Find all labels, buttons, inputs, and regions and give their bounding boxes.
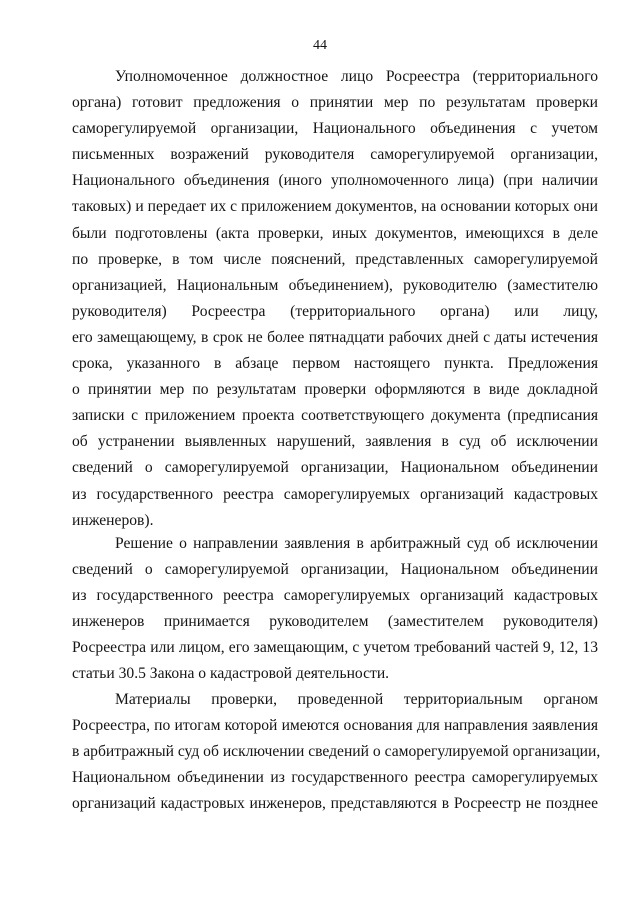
text-line: о принятии мер по результатам проверки оформляются в виде докладной — [72, 381, 598, 399]
text-line: инженеров принимается руководителем (заместителем руководителя) — [72, 613, 598, 631]
text-line: организацией, Национальным объединением), руководителю (заместителю — [72, 276, 598, 294]
text-line: были подготовлены (акта проверки, иных документов, имеющихся в деле — [72, 224, 598, 242]
text-line: из государственного реестра саморегулируемых организаций кадастровых — [72, 587, 598, 605]
text-line: организаций кадастровых инженеров, представляются в Росреестр не позднее — [72, 795, 598, 813]
text-line: Решение о направлении заявления в арбитражный суд об исключении — [115, 535, 598, 552]
paragraph-1 — [72, 64, 598, 534]
text-line: по проверке, в том числе пояснений, представленных саморегулируемой — [72, 250, 598, 268]
page-number: 44 — [313, 38, 327, 53]
text-line: Росреестра, по итогам которой имеются основания для направления заявления — [72, 717, 598, 735]
text-line: в арбитражный суд об исключении сведений о саморегулируемой организации, — [72, 743, 601, 761]
text-line: Уполномоченное должностное лицо Росреестра (территориального — [115, 68, 598, 85]
text-line: письменных возражений руководителя саморегулируемой организации, — [72, 146, 598, 164]
paragraph-2 — [72, 531, 598, 688]
text-line: Росреестра или лицом, его замещающим, с учетом требований частей 9, 12, 13 — [72, 639, 598, 657]
text-line: сведений о саморегулируемой организации, Национальном объединении — [72, 459, 598, 477]
text-line: Материалы проверки, проведенной территориальным органом — [115, 691, 598, 708]
text-line: сведений о саморегулируемой организации, Национальном объединении — [72, 561, 598, 579]
paragraph-3 — [72, 687, 601, 817]
text-line: руководителя) Росреестра (территориального органа) или лицу, — [72, 302, 598, 320]
text-line: Национального объединения (иного уполномоченного лица) (при наличии — [72, 172, 598, 190]
text-line: записки с приложением проекта соответствующего документа (предписания — [72, 407, 598, 425]
text-line: саморегулируемой организации, Национального объединения с учетом — [72, 120, 598, 138]
text-line: Национальном объединении из государственного реестра саморегулируемых — [72, 769, 598, 787]
text-line: инженеров). — [72, 511, 154, 529]
text-line: из государственного реестра саморегулируемых организаций кадастровых — [72, 485, 598, 503]
text-line: органа) готовит предложения о принятии мер по результатам проверки — [72, 94, 598, 112]
text-line: статьи 30.5 Закона о кадастровой деятельности. — [72, 665, 390, 683]
text-line: его замещающему, в срок не более пятнадцати рабочих дней с даты истечения — [72, 328, 598, 346]
text-line: об устранении выявленных нарушений, заявления в суд об исключении — [72, 433, 598, 451]
text-line: таковых) и передает их с приложением документов, на основании которых они — [72, 198, 598, 216]
text-line: срока, указанного в абзаце первом настоящего пункта. Предложения — [72, 355, 598, 373]
